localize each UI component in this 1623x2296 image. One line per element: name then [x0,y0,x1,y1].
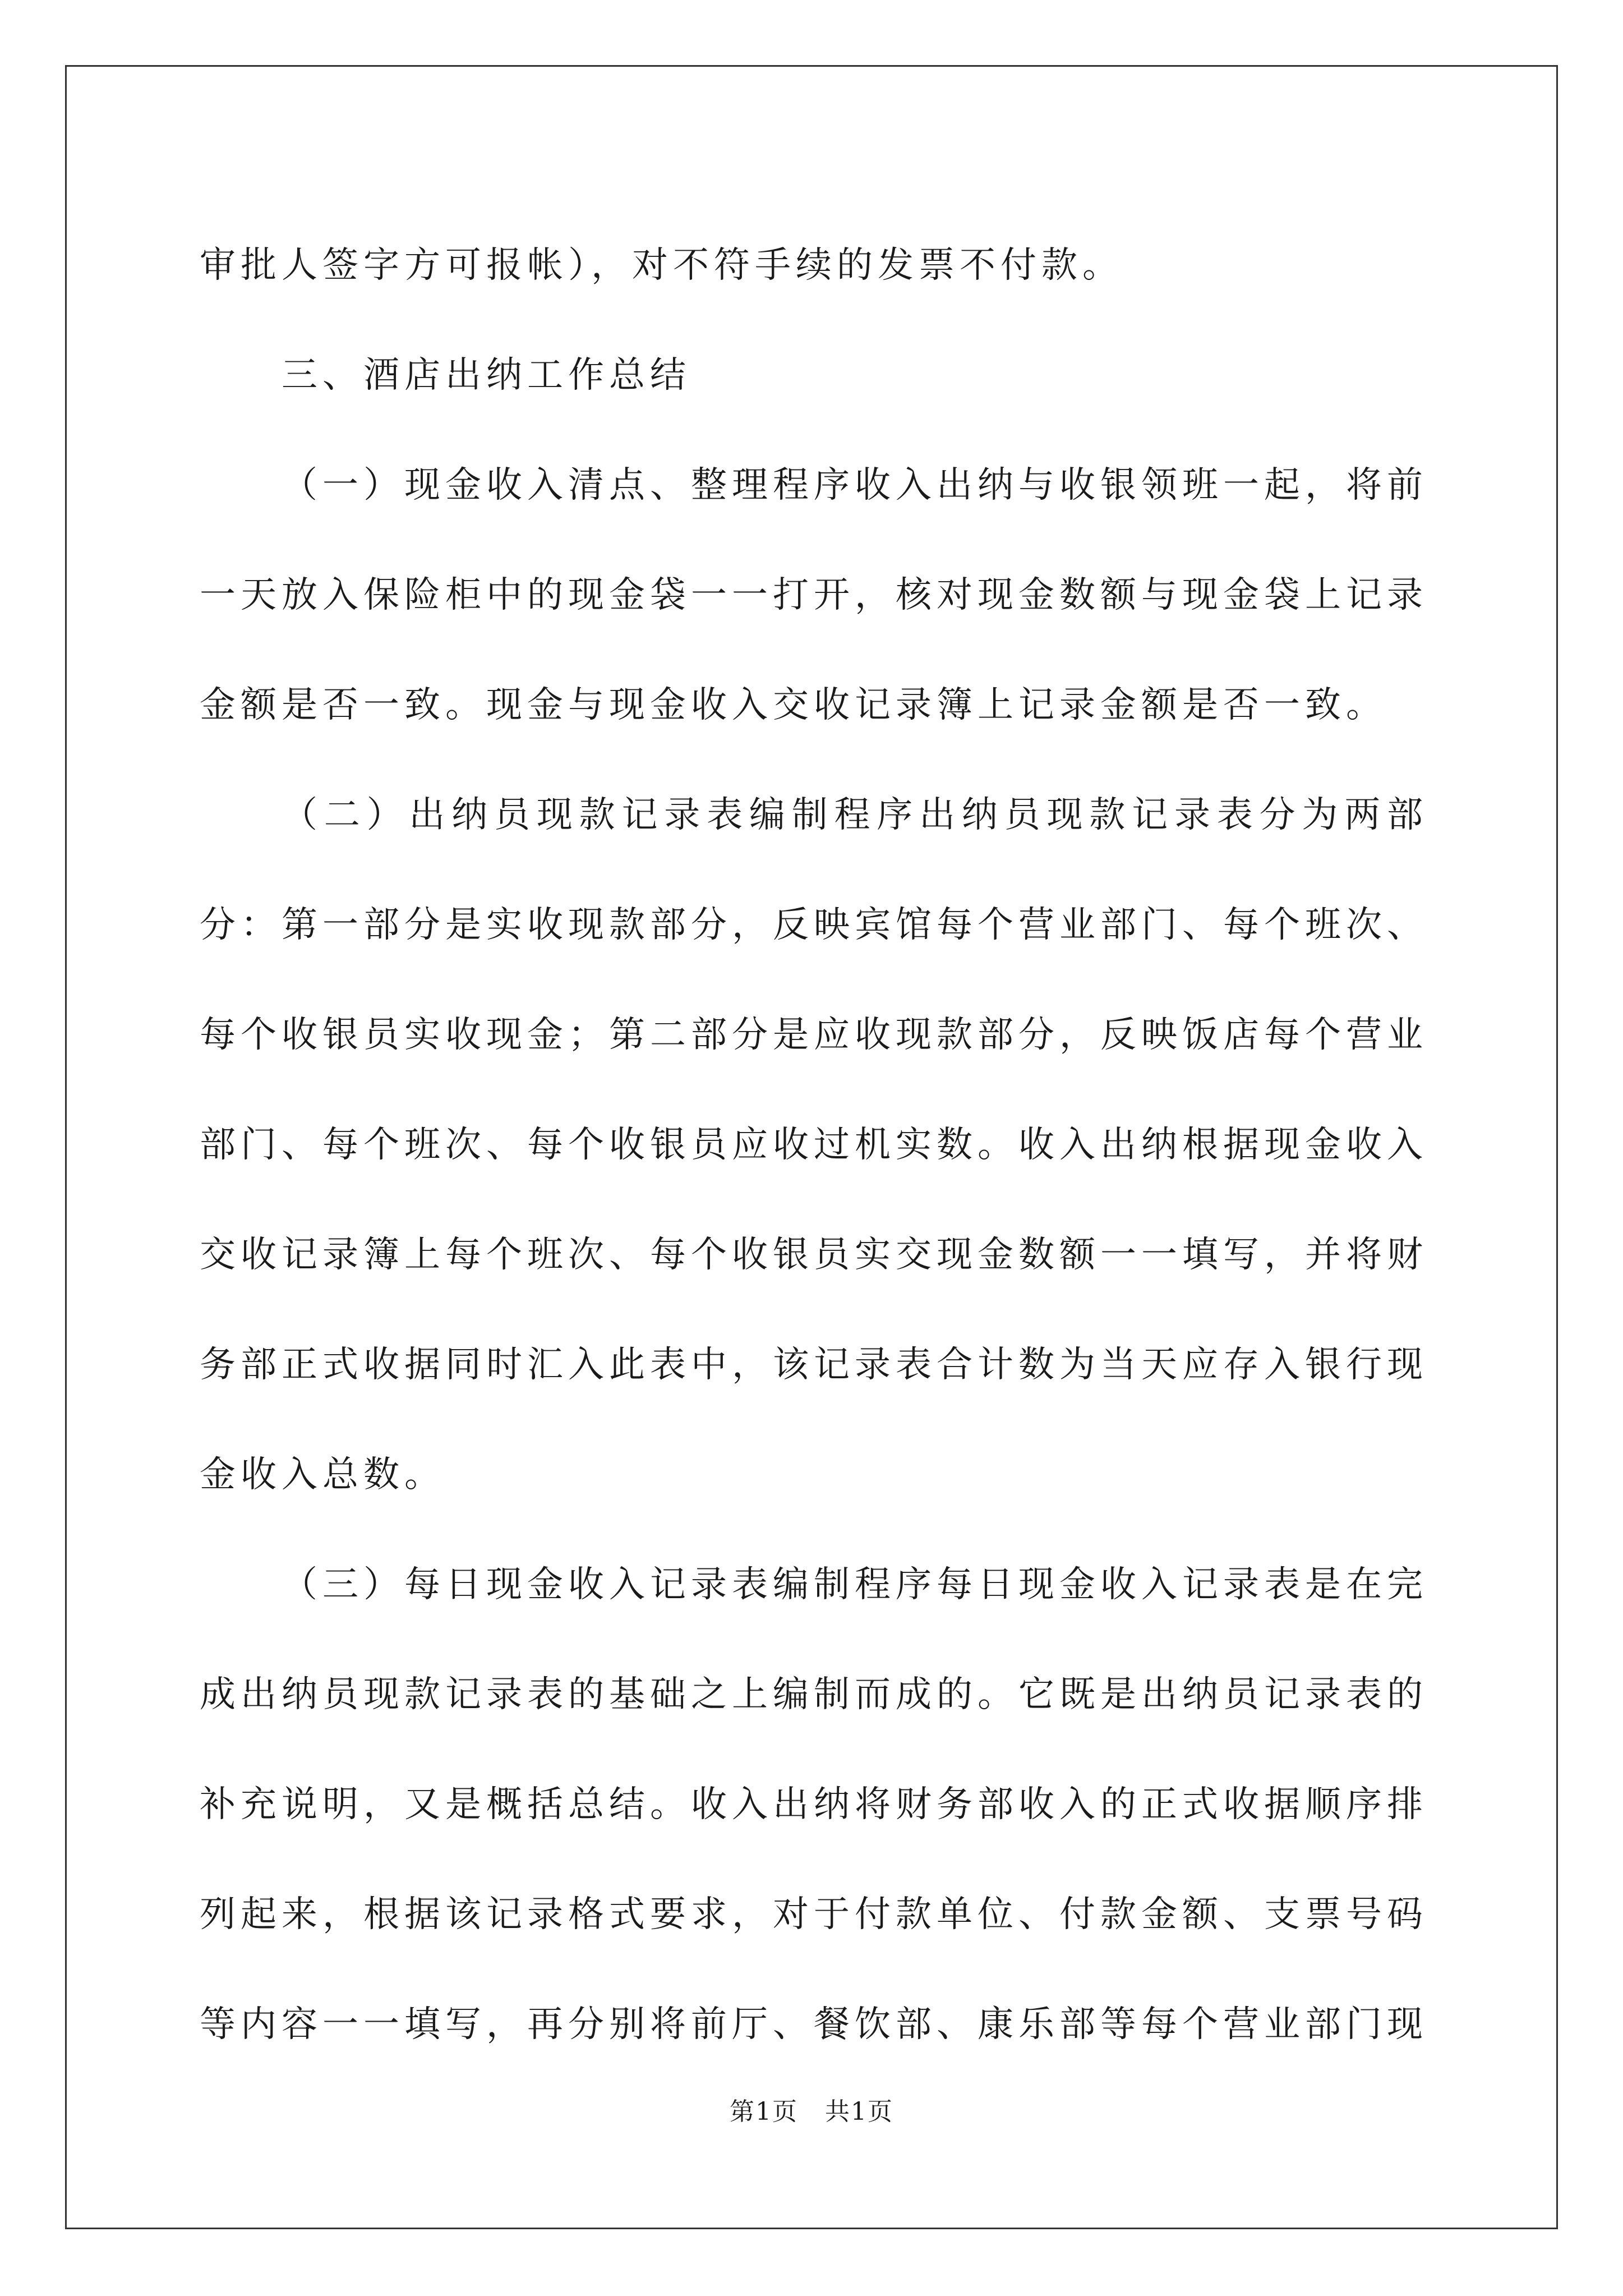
page-footer [0,2091,1623,2127]
paragraph-approval-note: 审批人签字方可报帐），对不符手续的发票不付款。 [200,245,1123,286]
page-number: 第1页 [730,2097,799,2126]
section-heading: 三、酒店出纳工作总结 [282,355,691,396]
paragraph-cashier-record: （二）出纳员现款记录表编制程序出纳员现款记录表分为两部分：第一部分是实收现款部分，反映宾馆每个营业部门、每个班次、每个收银员实收现金；第二部分是应收现款部分，反映饭店每个营业部门、每个班次、每个收银员应收过机实数。收入出纳根据现金收入交收记录簿上每个班次、每个收银员实交现金数额一一填写，并将财务部正式收据同时汇入此表中，该记录表合计数为当天应存入银行现金收入总数。 [200,794,1428,1496]
paragraph-daily-record: （三）每日现金收入记录表编制程序每日现金收入记录表是在完成出纳员现款记录表的基础之上编制而成的。它既是出纳员记录表的补充说明，又是概括总结。收入出纳将财务部收入的正式收据顺序排列起来，根据该记录格式要求，对于付款单位、付款金额、支票号码等内容一一填写，再分别将前厅、餐饮部、康乐部等每个营业部门现 [200,1564,1428,2045]
page-total: 共1页 [824,2097,893,2126]
paragraph-cash-counting: （一）现金收入清点、整理程序收入出纳与收银领班一起，将前一天放入保险柜中的现金袋一一打开，核对现金数额与现金袋上记录金额是否一致。现金与现金收入交收记录簿上记录金额是否一致。 [200,464,1428,726]
document-body [200,210,1428,2079]
